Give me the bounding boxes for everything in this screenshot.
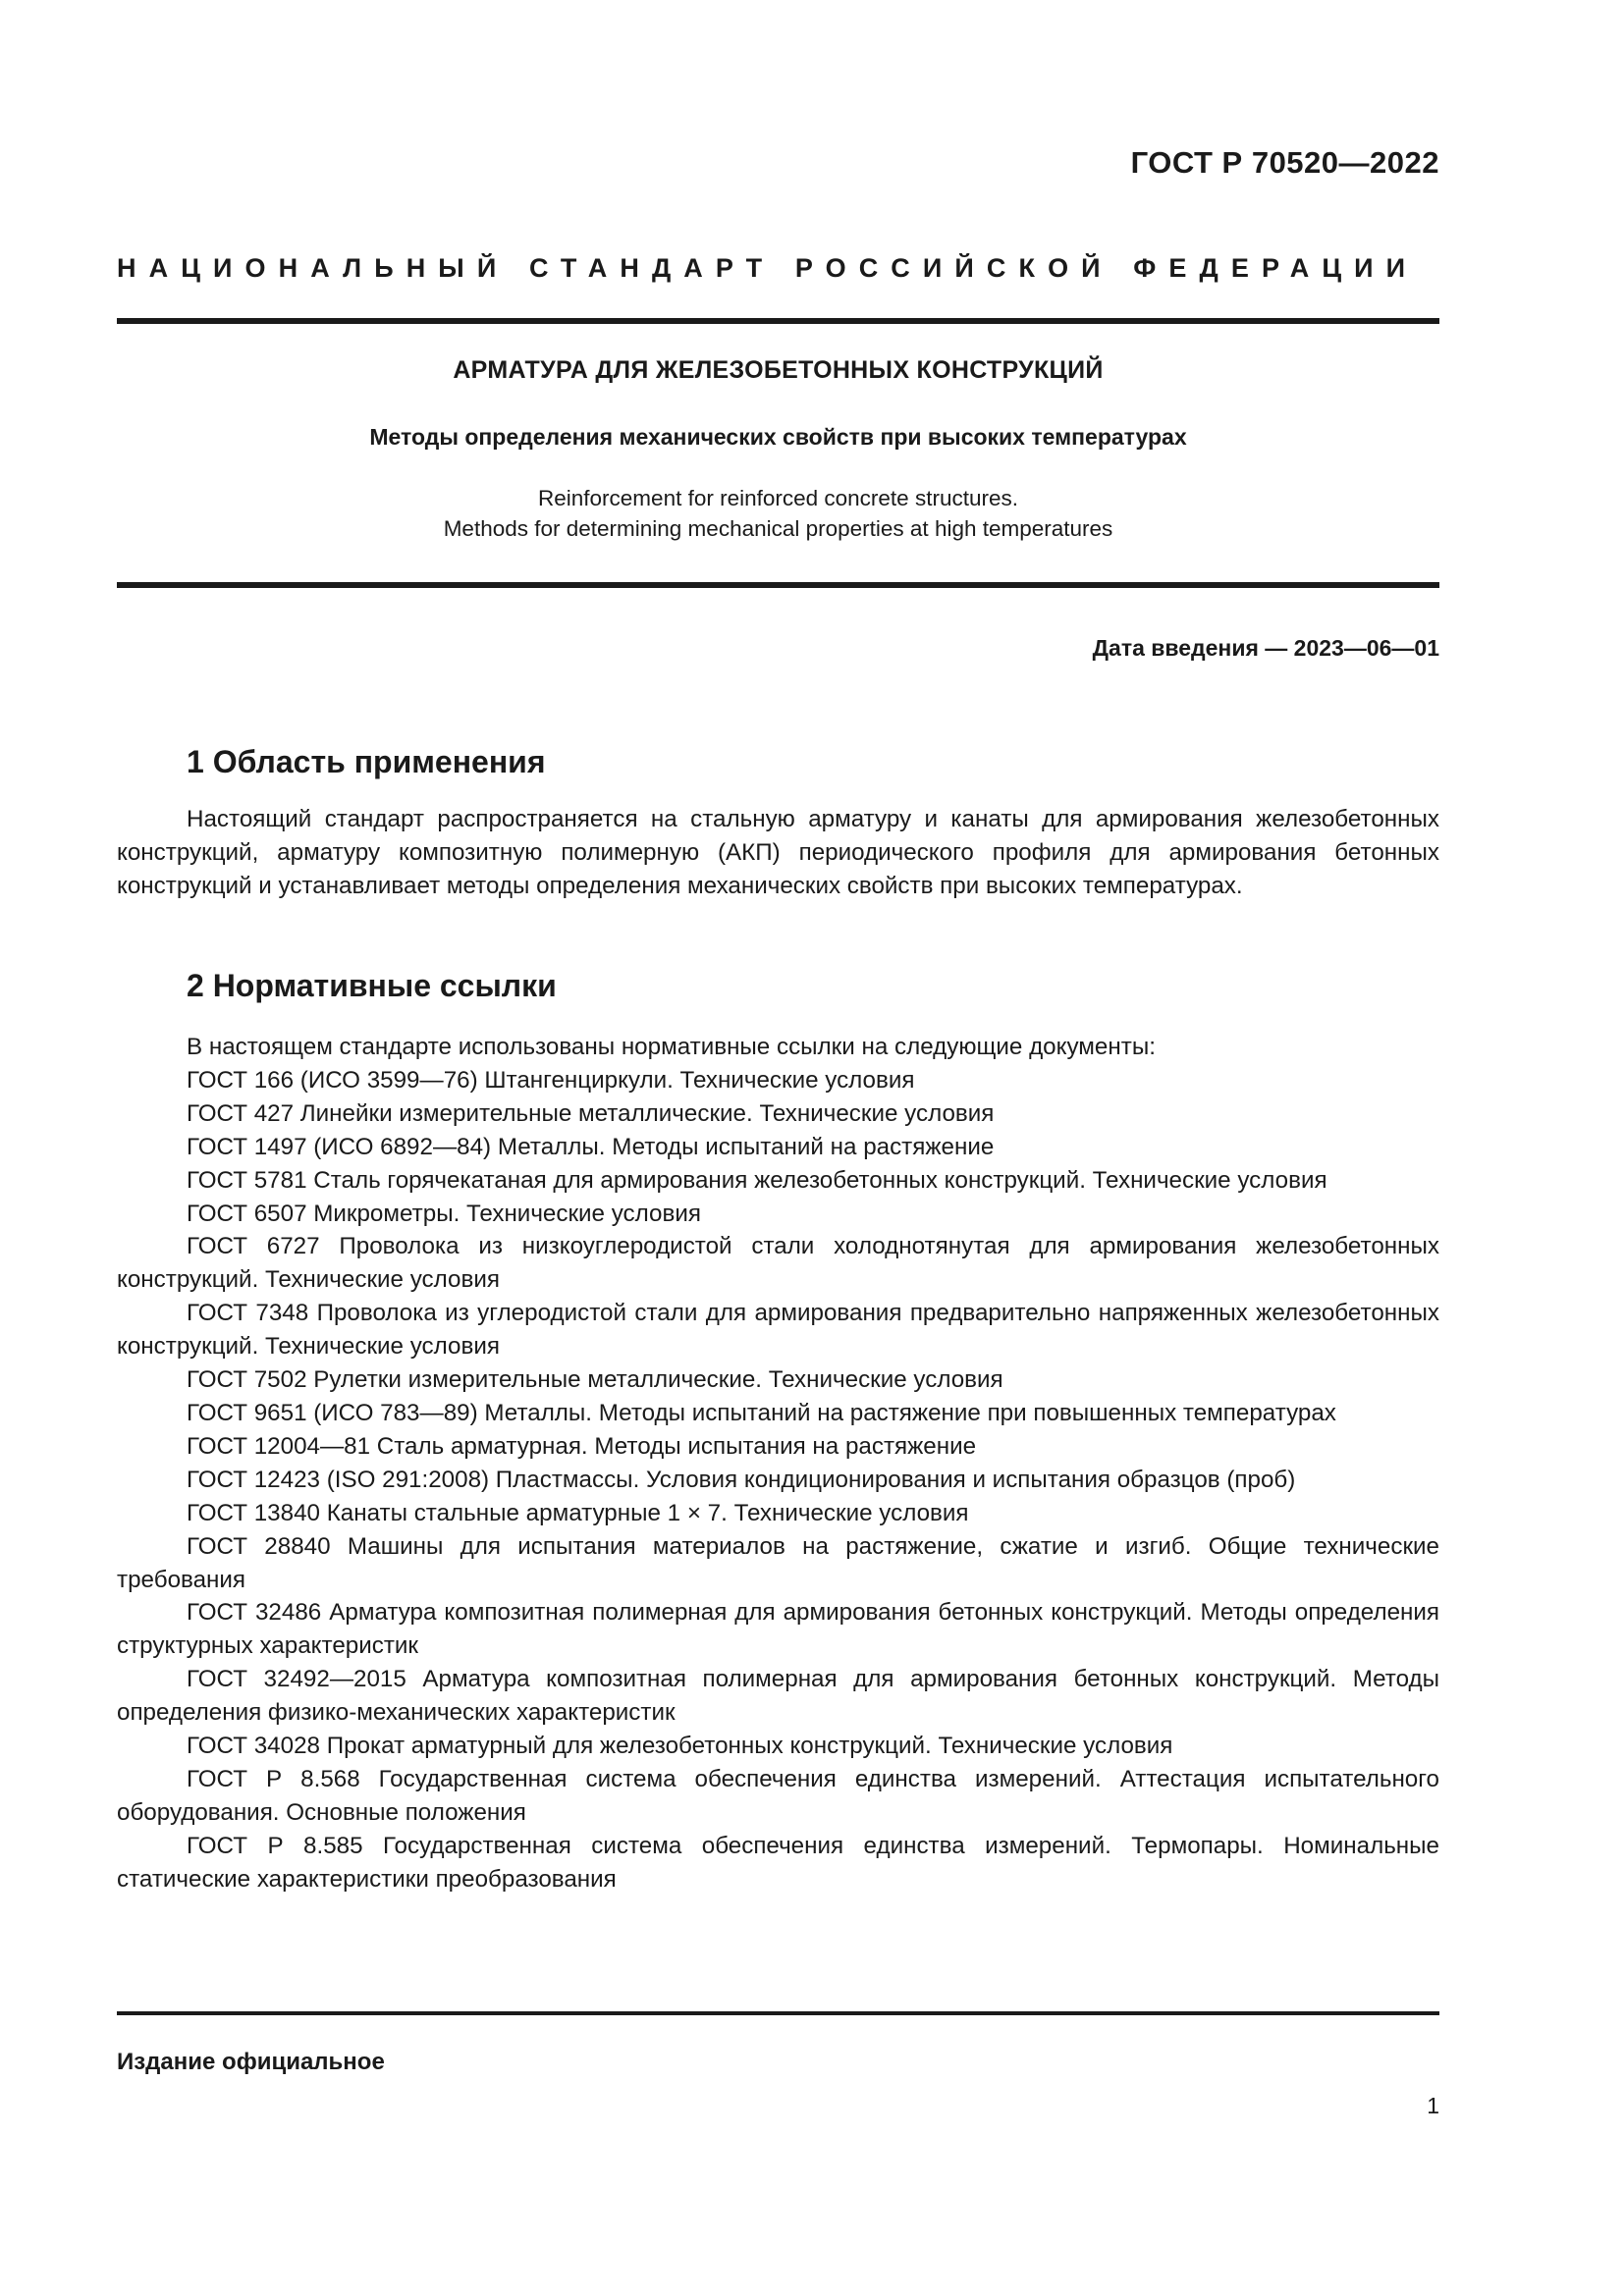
reference-item: ГОСТ 12423 (ISO 291:2008) Пластмассы. Условия кондиционирования и испытания образцов (проб) — [187, 1466, 1296, 1493]
national-standard-banner: НАЦИОНАЛЬНЫЙ СТАНДАРТ РОССИЙСКОЙ ФЕДЕРАЦИИ — [117, 253, 1419, 283]
reference-item: ГОСТ 12004—81 Сталь арматурная. Методы испытания на растяжение — [187, 1432, 977, 1460]
reference-item: ГОСТ Р 8.585 Государственная система обеспечения единства измерений. Термопары. Номинальные статические характеристики преобразования — [117, 1832, 1439, 1893]
reference-item: ГОСТ 9651 (ИСО 783—89) Металлы. Методы испытаний на растяжение при повышенных температурах — [187, 1399, 1336, 1426]
reference-item: ГОСТ 5781 Сталь горячекатаная для армирования железобетонных конструкций. Технические условия — [187, 1166, 1327, 1194]
document-subtitle: Методы определения механических свойств при высоких температурах — [369, 424, 1187, 450]
references-intro: В настоящем стандарте использованы нормативные ссылки на следующие документы: — [187, 1034, 1156, 1060]
section-1-heading: 1 Область применения — [187, 744, 546, 779]
section-1-text: Настоящий стандарт распространяется на стальную арматуру и канаты для армирования железобетонных конструкций, арматуру композитную полимерную (АКП) периодического профиля для армирования бетонных конструкций и устанавливает методы определения механических свойств при высоких температурах. — [117, 806, 1439, 900]
reference-item: ГОСТ 166 (ИСО 3599—76) Штангенциркули. Технические условия — [187, 1066, 915, 1094]
footer-divider — [117, 2011, 1439, 2015]
reference-item: ГОСТ 28840 Машины для испытания материалов на растяжение, сжатие и изгиб. Общие технические требования — [117, 1532, 1439, 1593]
normative-references-list — [117, 1031, 1439, 1896]
document-title: АРМАТУРА ДЛЯ ЖЕЛЕЗОБЕТОННЫХ КОНСТРУКЦИЙ — [453, 356, 1104, 384]
official-edition-label: Издание официальное — [117, 2049, 385, 2075]
english-title-line-1: Reinforcement for reinforced concrete structures. — [538, 486, 1018, 510]
reference-item: ГОСТ 34028 Прокат арматурный для железобетонных конструкций. Технические условия — [187, 1733, 1173, 1760]
title-divider — [117, 582, 1439, 588]
reference-item: ГОСТ 13840 Канаты стальные арматурные 1 × 7. Технические условия — [187, 1499, 969, 1526]
document-number: ГОСТ Р 70520—2022 — [1130, 145, 1439, 180]
page-number: 1 — [1427, 2093, 1439, 2118]
reference-item: ГОСТ 32492—2015 Арматура композитная полимерная для армирования бетонных конструкций. Методы определения физико-механических характеристик — [117, 1666, 1439, 1727]
reference-item: ГОСТ Р 8.568 Государственная система обеспечения единства измерений. Аттестация испытательного оборудования. Основные положения — [117, 1765, 1439, 1826]
reference-item: ГОСТ 6507 Микрометры. Технические условия — [187, 1200, 701, 1227]
reference-item: ГОСТ 6727 Проволока из низкоуглеродистой стали холоднотянутая для армирования железобетонных конструкций. Технические условия — [117, 1233, 1439, 1294]
header-divider — [117, 318, 1439, 324]
english-title-line-2: Methods for determining mechanical properties at high temperatures — [443, 516, 1113, 541]
reference-item: ГОСТ 7502 Рулетки измерительные металлические. Технические условия — [187, 1366, 1003, 1394]
reference-item: ГОСТ 1497 (ИСО 6892—84) Металлы. Методы испытаний на растяжение — [187, 1133, 995, 1160]
reference-item: ГОСТ 7348 Проволока из углеродистой стали для армирования предварительно напряженных железобетонных конструкций. Технические условия — [117, 1300, 1439, 1361]
introduction-date: Дата введения — 2023—06—01 — [1092, 635, 1439, 661]
section-2-heading: 2 Нормативные ссылки — [187, 968, 557, 1003]
reference-item: ГОСТ 427 Линейки измерительные металлические. Технические условия — [187, 1099, 995, 1127]
english-title — [117, 483, 1439, 544]
reference-item: ГОСТ 32486 Арматура композитная полимерная для армирования бетонных конструкций. Методы определения структурных характеристик — [117, 1599, 1439, 1660]
